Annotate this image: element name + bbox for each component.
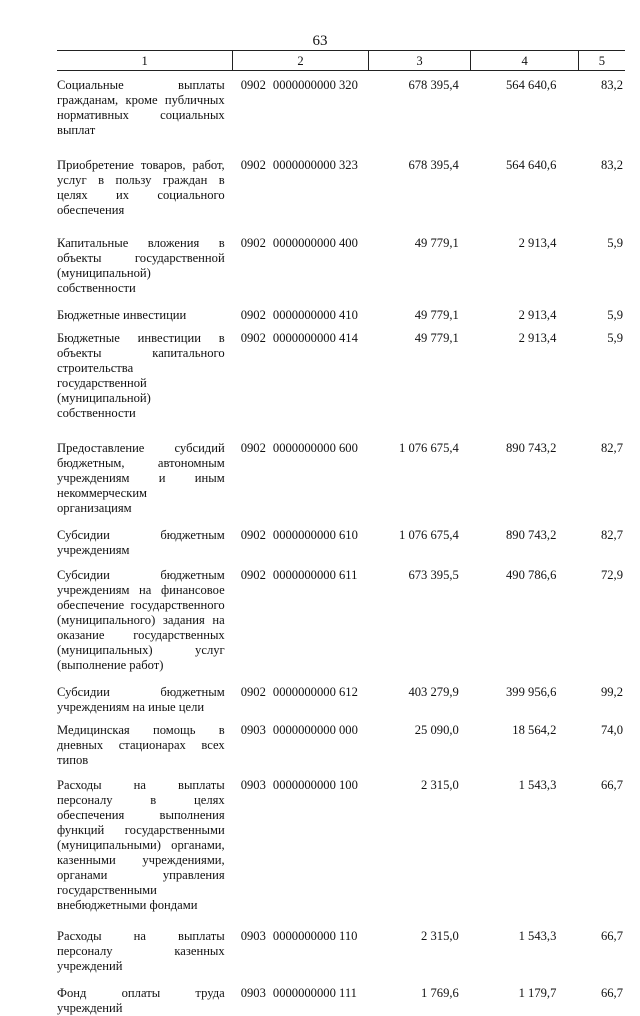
row-code [233,558,369,673]
row-code [233,323,369,421]
row-percent: 99,2 [578,673,625,715]
row-percent: 66,7 [578,913,625,974]
classification-code: 0000000000 410 [273,308,358,322]
row-name: Бюджетные инвестиции в объекты капитального строительства государственной (муниципальной) собственности [57,323,233,421]
row-name: Субсидии бюджетным учреждениям на финансовое обеспечение государственного (муниципального) задания на оказание государственных (муниципальных) услуг (выполнение работ) [57,558,233,673]
row-name: Расходы на выплаты персоналу в целях обеспечения выполнения функций государственными (муниципальными) органами, казенными учреждениями, органами управления государственными внебюджетными фондами [57,768,233,913]
row-fact: 564 640,6 [471,71,579,139]
column-header-5: 5 [578,51,625,71]
table-row [57,218,625,296]
row-plan: 673 395,5 [368,558,471,673]
row-plan: 403 279,9 [368,673,471,715]
row-plan: 49 779,1 [368,218,471,296]
row-percent: 66,7 [578,768,625,913]
table-body [57,71,625,1016]
page-number: 63 [0,33,640,50]
column-header-3: 3 [368,51,471,71]
row-name: Бюджетные инвестиции [57,296,233,323]
classification-code: 0000000000 611 [273,568,358,582]
row-plan: 2 315,0 [368,768,471,913]
row-percent: 66,7 [578,974,625,1016]
row-name: Приобретение товаров, работ, услуг в пользу граждан в целях их социального обеспечения [57,138,233,218]
row-name: Расходы на выплаты персоналу казенных учреждений [57,913,233,974]
row-name: Субсидии бюджетным учреждениям [57,516,233,558]
table-row [57,71,625,139]
row-fact: 890 743,2 [471,516,579,558]
row-plan: 2 315,0 [368,913,471,974]
table-row [57,913,625,974]
row-fact: 490 786,6 [471,558,579,673]
row-fact: 399 956,6 [471,673,579,715]
row-code [233,138,369,218]
row-code [233,715,369,768]
table-row [57,768,625,913]
classification-code: 0000000000 400 [273,236,358,250]
table-row [57,296,625,323]
row-percent: 83,2 [578,138,625,218]
section-code: 0902 [241,158,266,172]
row-name: Фонд оплаты труда учреждений [57,974,233,1016]
row-plan: 678 395,4 [368,71,471,139]
section-code: 0902 [241,528,266,542]
row-fact: 1 179,7 [471,974,579,1016]
row-plan: 1 076 675,4 [368,516,471,558]
row-name: Капитальные вложения в объекты государственной (муниципальной) собственности [57,218,233,296]
row-code [233,296,369,323]
table-row [57,421,625,516]
table-row [57,673,625,715]
row-fact: 1 543,3 [471,913,579,974]
row-plan: 678 395,4 [368,138,471,218]
classification-code: 0000000000 320 [273,78,358,92]
table-row [57,138,625,218]
section-code: 0902 [241,568,266,582]
section-code: 0902 [241,236,266,250]
section-code: 0903 [241,986,266,1000]
row-percent: 5,9 [578,218,625,296]
budget-table [57,50,625,1016]
classification-code: 0000000000 612 [273,685,358,699]
table-header [57,51,625,71]
classification-code: 0000000000 000 [273,723,358,737]
row-plan: 1 769,6 [368,974,471,1016]
section-code: 0903 [241,723,266,737]
row-name: Предоставление субсидий бюджетным, автономным учреждениям и иным некоммерческим организациям [57,421,233,516]
row-code [233,218,369,296]
row-percent: 5,9 [578,296,625,323]
row-percent: 82,7 [578,421,625,516]
table-row [57,715,625,768]
row-code [233,421,369,516]
column-header-2: 2 [233,51,369,71]
section-code: 0902 [241,308,266,322]
row-fact: 2 913,4 [471,218,579,296]
row-code [233,974,369,1016]
table-row [57,516,625,558]
row-fact: 2 913,4 [471,296,579,323]
row-plan: 25 090,0 [368,715,471,768]
row-code [233,516,369,558]
row-fact: 18 564,2 [471,715,579,768]
table-row [57,323,625,421]
section-code: 0903 [241,929,266,943]
row-fact: 890 743,2 [471,421,579,516]
classification-code: 0000000000 600 [273,441,358,455]
row-fact: 564 640,6 [471,138,579,218]
classification-code: 0000000000 100 [273,778,358,792]
row-plan: 1 076 675,4 [368,421,471,516]
row-name: Субсидии бюджетным учреждениям на иные цели [57,673,233,715]
classification-code: 0000000000 111 [273,986,357,1000]
row-percent: 82,7 [578,516,625,558]
table-row [57,558,625,673]
section-code: 0902 [241,78,266,92]
row-percent: 5,9 [578,323,625,421]
row-percent: 83,2 [578,71,625,139]
column-header-1: 1 [57,51,233,71]
row-name: Медицинская помощь в дневных стационарах всех типов [57,715,233,768]
row-plan: 49 779,1 [368,323,471,421]
section-code: 0902 [241,685,266,699]
section-code: 0902 [241,331,266,345]
row-code [233,71,369,139]
row-plan: 49 779,1 [368,296,471,323]
row-fact: 1 543,3 [471,768,579,913]
row-code [233,913,369,974]
section-code: 0902 [241,441,266,455]
row-name: Социальные выплаты гражданам, кроме публичных нормативных социальных выплат [57,71,233,139]
column-header-4: 4 [471,51,579,71]
classification-code: 0000000000 323 [273,158,358,172]
classification-code: 0000000000 610 [273,528,358,542]
classification-code: 0000000000 110 [273,929,358,943]
row-code [233,673,369,715]
table-row [57,974,625,1016]
classification-code: 0000000000 414 [273,331,358,345]
row-code [233,768,369,913]
section-code: 0903 [241,778,266,792]
row-fact: 2 913,4 [471,323,579,421]
row-percent: 72,9 [578,558,625,673]
row-percent: 74,0 [578,715,625,768]
